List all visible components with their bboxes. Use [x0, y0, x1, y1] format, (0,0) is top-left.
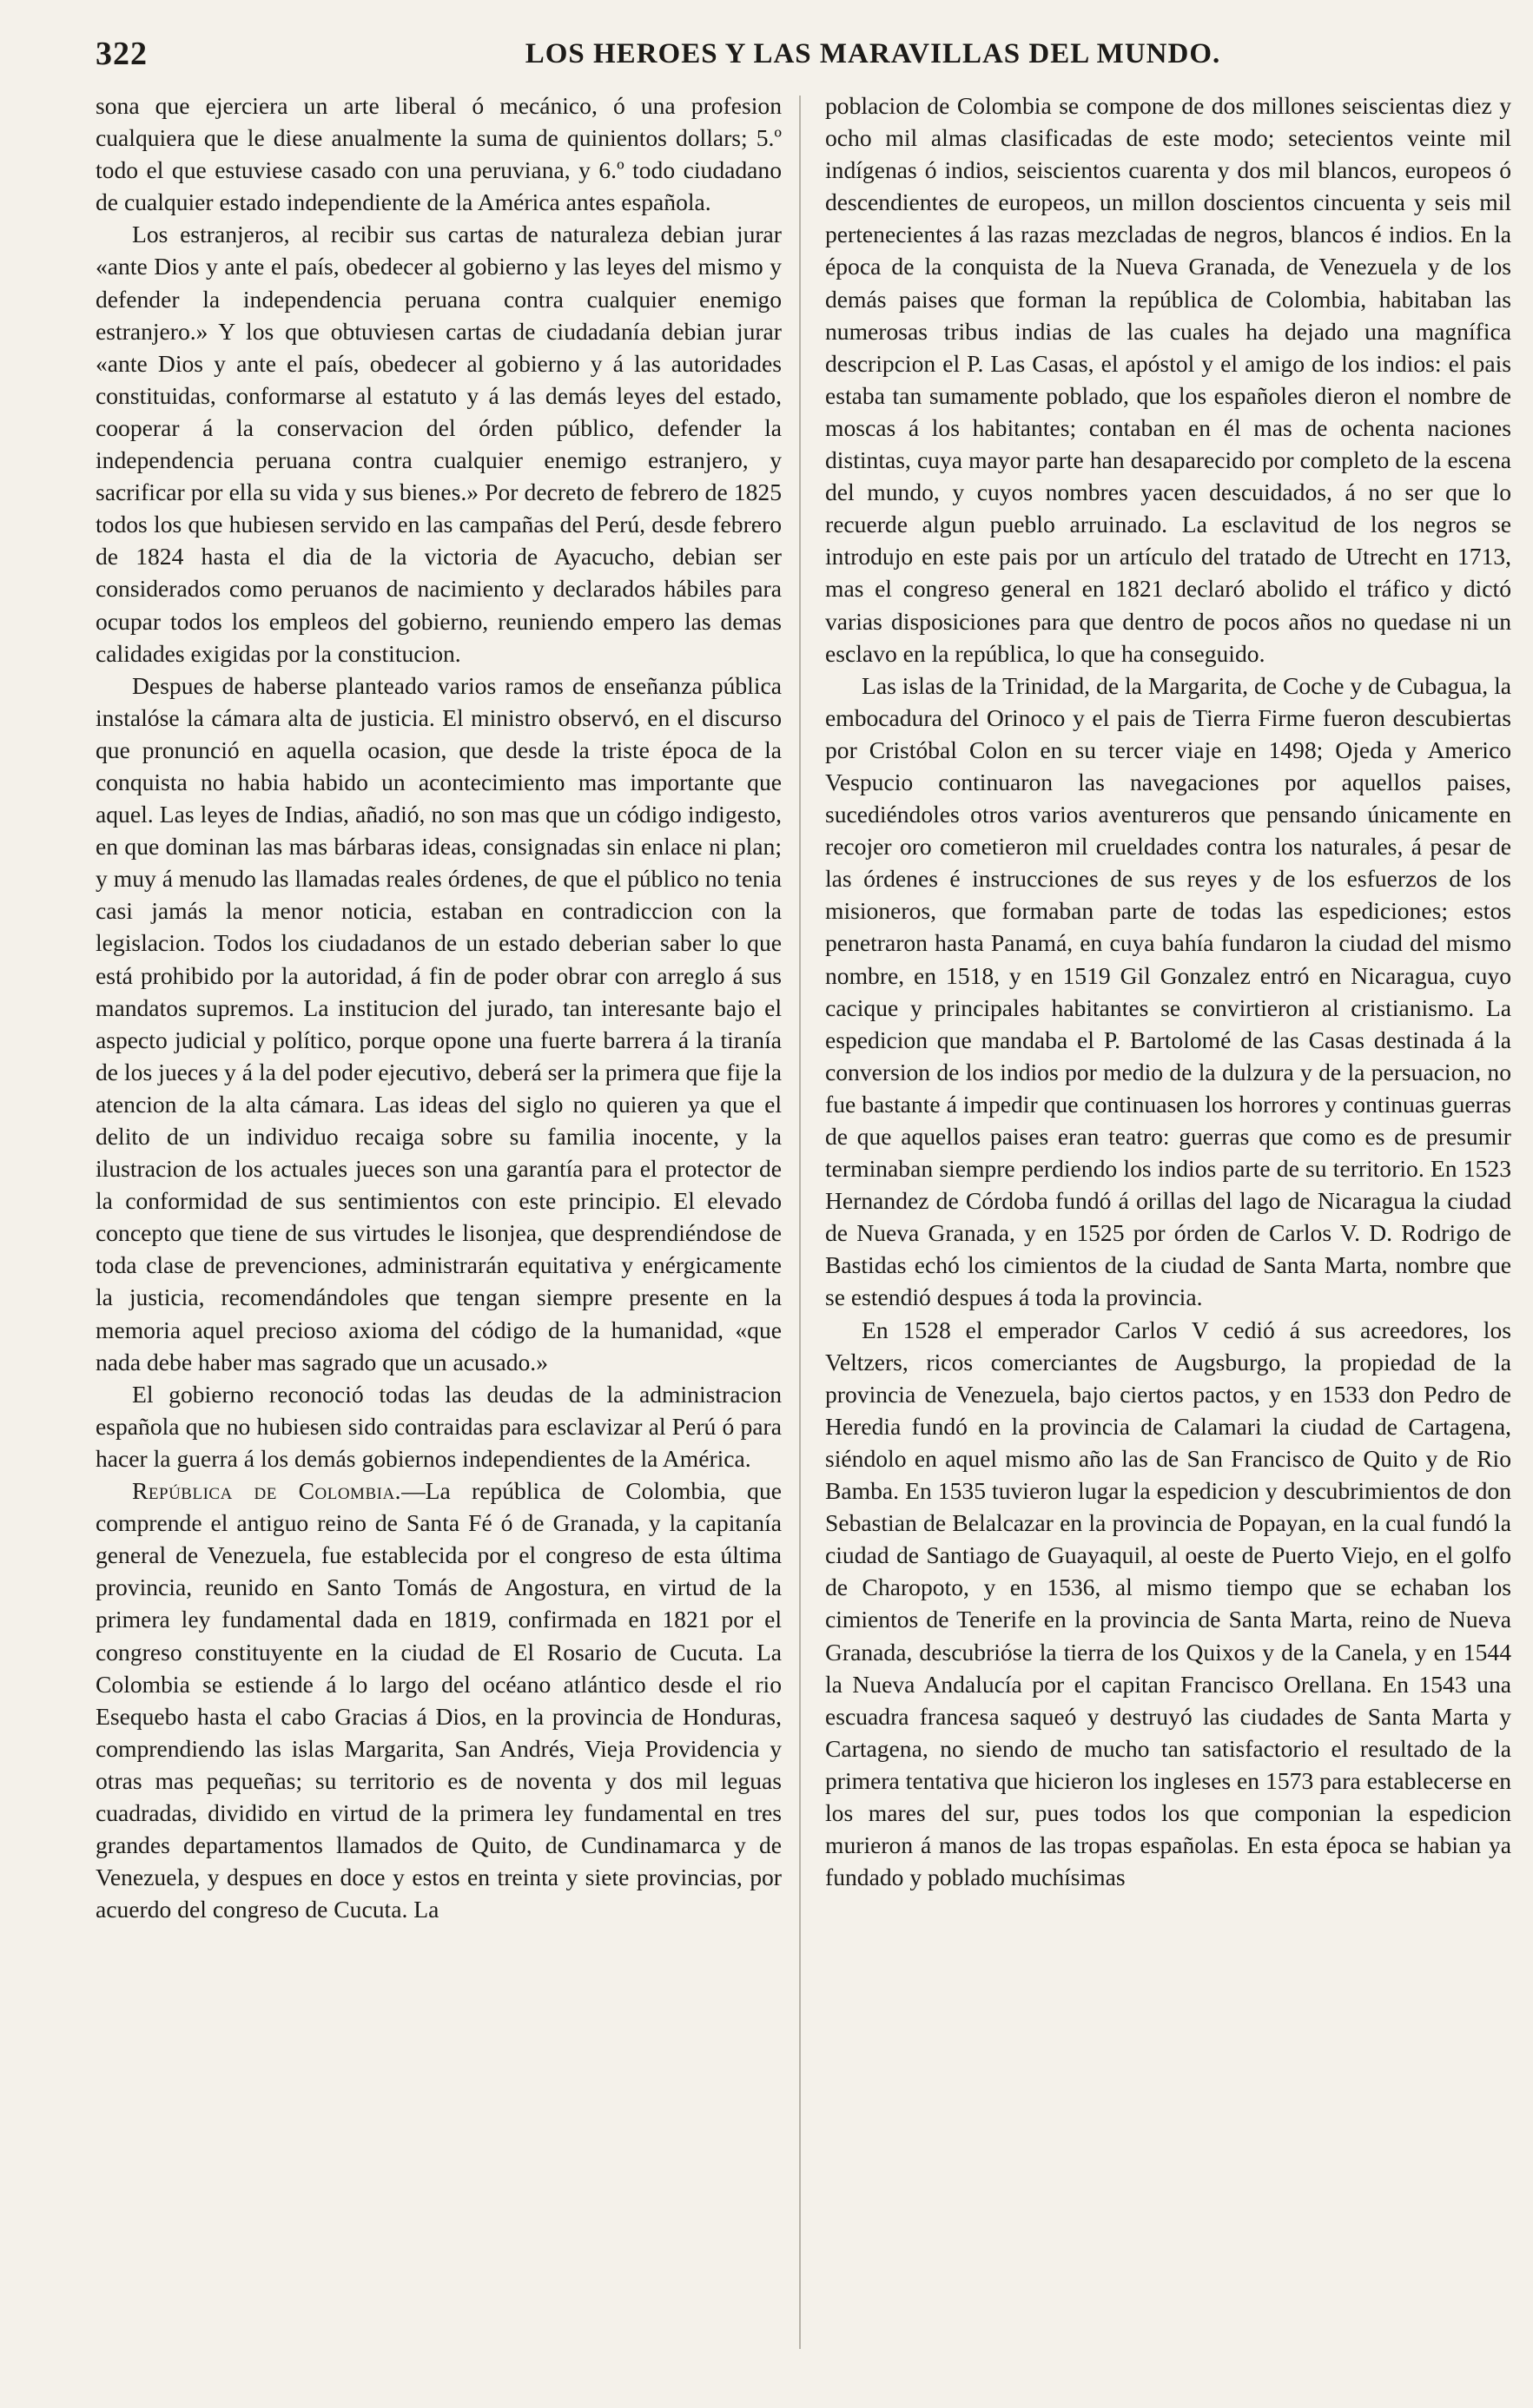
right-paragraph-3: En 1528 el emperador Carlos V cedió á sus acreedores, los Veltzers, ricos comerciantes de Augsburgo, la propiedad de la provincia de Venezuela, bajo ciertos pactos, y en 1533 don Pedro de Heredia fundó en la provincia de Calamari la ciudad de Cartagena, siéndolo en aquel mismo año las de San Francisco de Quito y de Rio Bamba. En 1535 tuvieron lugar la espedicion y descubrimientos de don Sebastian de Belalcazar en la provincia de Popayan, en la cual fundó la ciudad de Santiago de Guayaquil, al oeste de Puerto Viejo, en el golfo de Charopoto, y en 1536, al mismo tiempo que se echaban los cimientos de Tenerife en la provincia de Santa Marta, reino de Nueva Granada, descubrióse la tierra de los Quixos y de la Canela, y en 1544 la Nueva Andalucía por el capitan Francisco Orellana. En 1543 una escuadra francesa saqueó y destruyó las ciudades de Santa Marta y Cartagena, no siendo de mucho tan satisfactorio el resultado de la primera tentativa que hicieron los ingleses en 1573 para establecerse en los mares del sur, pues todos los que componian la espedicion murieron á manos de las tropas españolas. En esta época se habian ya fundado y poblado muchísimas: [825, 1316, 1511, 1891]
running-title: LOS HEROES Y LAS MARAVILLAS DEL MUNDO.: [525, 38, 1221, 69]
left-paragraph-4: El gobierno reconoció todas las deudas de la administracion española que no hubiesen sido contraidas para esclavizar al Perú ó para hacer la guerra á los demás gobiernos independientes de la América.: [96, 1380, 782, 1472]
page-header: [96, 35, 1494, 87]
right-column: [825, 89, 1511, 2365]
column-divider: [799, 96, 801, 2349]
right-paragraph-1: poblacion de Colombia se compone de dos millones seiscientas diez y ocho mil almas clasificadas de este modo; setecientos veinte mil indígenas ó indios, seiscientos cuarenta y dos mil blancos, europeos ó descendientes de europeos, un millon doscientos cincuenta y seis mil pertenecientes á las razas mezcladas de negros, blancos é indios. En la época de la conquista de la Nueva Granada, de Venezuela y de los demás paises que forman la república de Colombia, habitaban las numerosas tribus indias de las cuales ha dejado una magnífica descripcion el P. Las Casas, el apóstol y el amigo de los indios: el pais estaba tan sumamente poblado, que los españoles dieron el nombre de moscas á los habitantes; contaban en él mas de ochenta naciones distintas, cuya mayor parte han desaparecido por completo de la escena del mundo, y cuyos nombres yacen descuidados, á no ser que lo recuerde algun pueblo arruinado. La esclavitud de los negros se introdujo en este pais por un artículo del tratado de Utrecht en 1713, mas el congreso general en 1821 declaró abolido el tráfico y dictó varias disposiciones para que dentro de pocos años no quedase ni un esclavo en la república, lo que ha conseguido.: [825, 92, 1511, 667]
left-paragraph-3: Despues de haberse planteado varios ramos de enseñanza pública instalóse la cámara alta de justicia. El ministro observó, en el discurso que pronunció en aquella ocasion, que desde la triste época de la conquista no habia habido un acontecimiento mas importante que aquel. Las leyes de Indias, añadió, no son mas que un código indigesto, en que dominan las mas bárbaras ideas, consignadas sin enlace ni plan; y muy á menudo las llamadas reales órdenes, de que el público no tenia casi jamás la menor noticia, estaban en contradiccion con la legislacion. Todos los ciudadanos de un estado deberian saber lo que está prohibido por la autoridad, á fin de poder obrar con arreglo á sus mandatos supremos. La institucion del jurado, tan interesante bajo el aspecto judicial y político, porque opone una fuerte barrera á la tiranía de los jueces y á la del poder ejecutivo, deberá ser la primera que fije la atencion de la alta cámara. Las ideas del siglo no quieren ya que el delito de un individuo recaiga sobre su familia inocente, y la ilustracion de los actuales jueces son una garantía para el protector de la conformidad de sus sentimientos con este principio. El elevado concepto que tiene de sus virtudes le lisonjea, que desprendiéndose de toda clase de prevenciones, administrarán equitativa y enérgicamente la justicia, recomendándoles que tengan siempre presente en la memoria aquel precioso axioma del código de la humanidad, «que nada debe haber mas sagrado que un acusado.»: [96, 671, 782, 1376]
page-number: 322: [96, 36, 148, 72]
left-paragraph-5-body: —La república de Colombia, que comprende el antiguo reino de Santa Fé ó de Granada, y la capitanía general de Venezuela, fue establecida por el congreso de esta última provincia, reunido en Santo Tomás de Angostura, en virtud de la primera ley fundamental dada en 1819, confirmada en 1821 por el congreso constituyente en la ciudad de El Rosario de Cucuta. La Colombia se estiende á lo largo del océano atlántico desde el rio Esequebo hasta el cabo Gracias á Dios, en la provincia de Honduras, comprendiendo las islas Margarita, San Andrés, Vieja Providencia y otras mas pequeñas; su territorio es de noventa y dos mil leguas cuadradas, dividido en virtud de la primera ley fundamental en tres grandes departamentos llamados de Quito, de Cundinamarca y de Venezuela, y despues en doce y estos en treinta y siete provincias, por acuerdo del congreso de Cucuta. La: [96, 1477, 782, 1923]
left-column: [96, 89, 782, 2365]
section-heading-colombia: República de Colombia.: [132, 1477, 402, 1505]
left-paragraph-2: Los estranjeros, al recibir sus cartas de naturaleza debian jurar «ante Dios y ante el país, obedecer al gobierno y las leyes del mismo y defender la independencia peruana contra cualquier enemigo estranjero.» Y los que obtuviesen cartas de ciudadanía debian jurar «ante Dios y ante el país, obedecer al gobierno y á las autoridades constituidas, conformarse al estatuto y á las demás leyes del estado, cooperar á la conservacion del órden público, defender la independencia peruana contra cualquier enemigo estranjero, y sacrificar por ella su vida y sus bienes.» Por decreto de febrero de 1825 todos los que hubiesen servido en las campañas del Perú, desde febrero de 1824 hasta el dia de la victoria de Ayacucho, debian ser considerados como peruanos de nacimiento y declarados hábiles para ocupar todos los empleos del gobierno, reuniendo empero las demas calidades exigidas por la constitucion.: [96, 221, 782, 667]
left-paragraph-5: [96, 1474, 782, 1925]
left-paragraph-1: sona que ejerciera un arte liberal ó mecánico, ó una profesion cualquiera que le diese anualmente la suma de quinientos dollars; 5.º todo el que estuviese casado con una peruviana, y 6.º todo ciudadano de cualquier estado independiente de la América antes española.: [96, 92, 782, 216]
right-paragraph-2: Las islas de la Trinidad, de la Margarita, de Coche y de Cubagua, la embocadura del Orinoco y el pais de Tierra Firme fueron descubiertas por Cristóbal Colon en su tercer viaje en 1498; Ojeda y Americo Vespucio continuaron las navegaciones por aquellos paises, sucediéndoles otros varios aventureros que pensando únicamente en recojer oro cometieron mil crueldades contra los naturales, á pesar de las órdenes é instrucciones de sus reyes y de los esfuerzos de los misioneros, que formaban parte de todas las espediciones; estos penetraron hasta Panamá, en cuya bahía fundaron la ciudad del mismo nombre, en 1518, y en 1519 Gil Gonzalez entró en Nicaragua, cuyo cacique y principales habitantes se convirtieron al cristianismo. La espedicion que mandaba el P. Bartolomé de las Casas destinada á la conversion de los indios por medio de la dulzura y de la persuacion, no fue bastante á impedir que continuasen los horrores y continuas guerras de que aquellos paises eran teatro: guerras que como es de presumir terminaban siempre perdiendo los indios parte de su territorio. En 1523 Hernandez de Córdoba fundó á orillas del lago de Nicaragua la ciudad de Nueva Granada, y en 1525 por órden de Carlos V. D. Rodrigo de Bastidas echó los cimientos de la ciudad de Santa Marta, nombre que se estendió despues á toda la provincia.: [825, 671, 1511, 1311]
